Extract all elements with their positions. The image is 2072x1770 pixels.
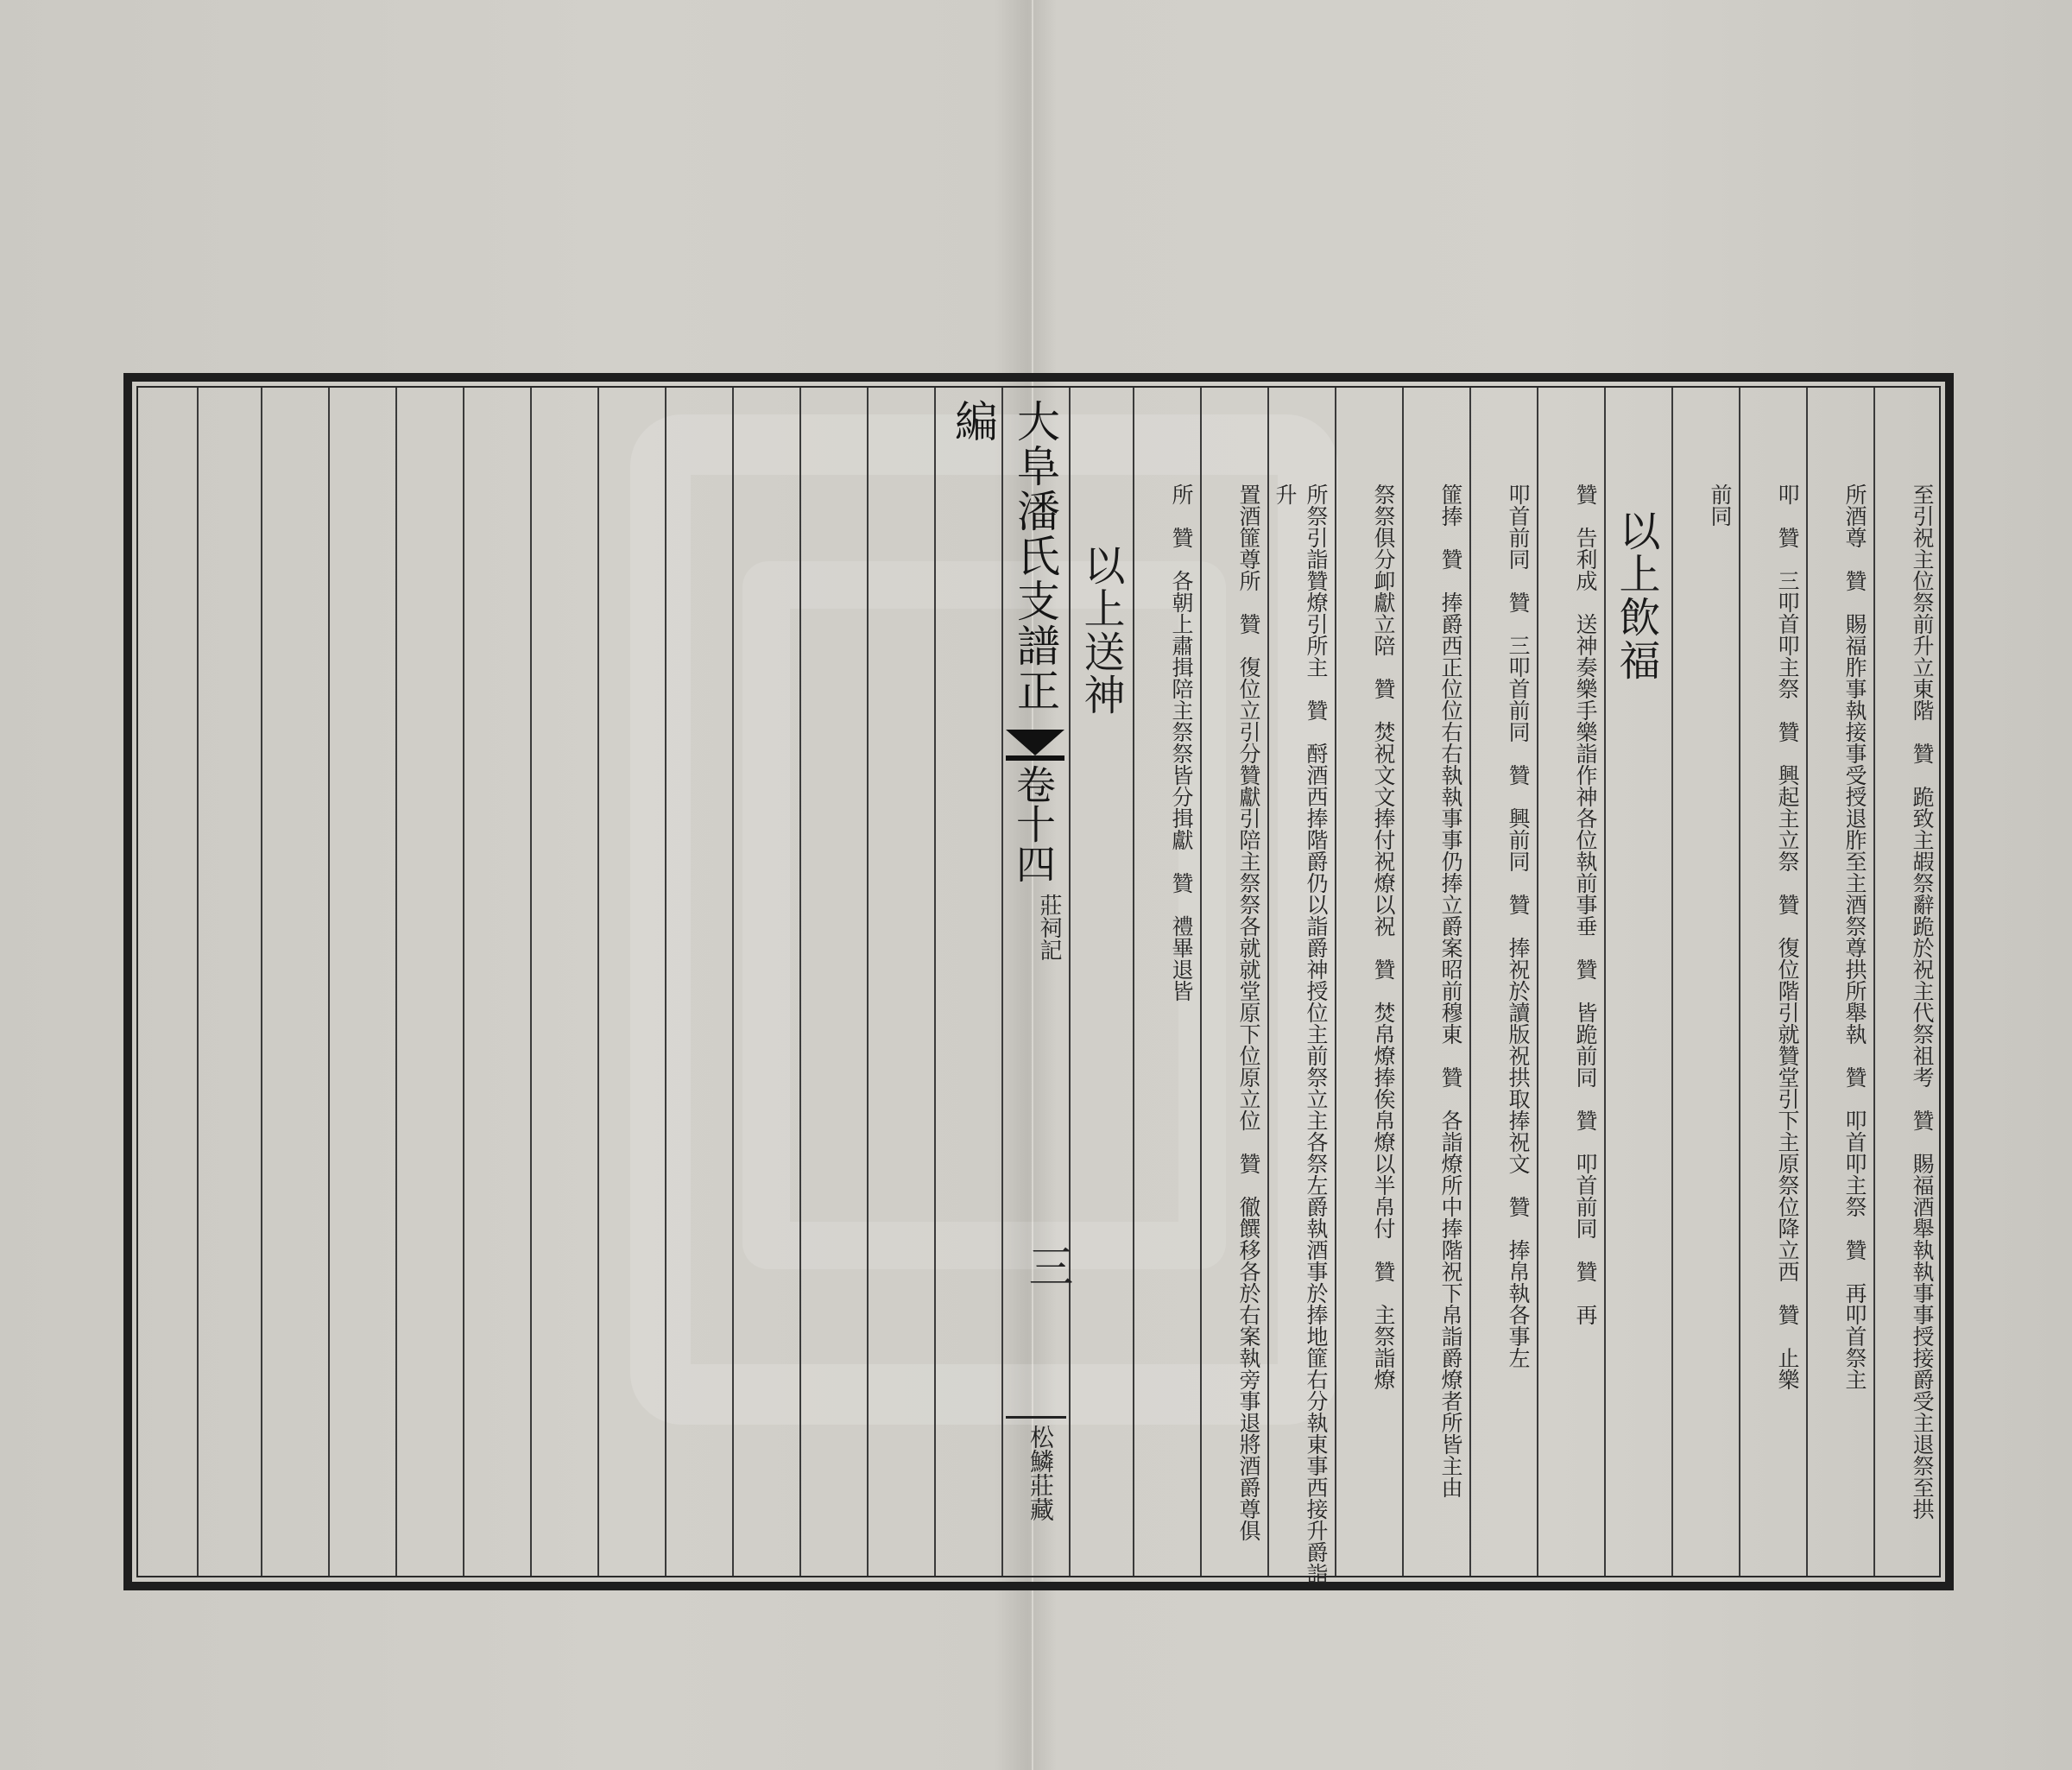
text-column: 所祭引詣贊燎引所主 贊 酹酒西捧階爵仍以詣爵神授位主前祭立主各祭左爵執酒事於捧地篚右分執東事西接升爵詣升	[1273, 484, 1329, 1584]
column-rule	[1335, 388, 1336, 1576]
column-rule	[530, 388, 532, 1576]
column-rule	[665, 388, 666, 1576]
column-rule	[1671, 388, 1673, 1576]
volume-label: 卷十四	[1010, 764, 1057, 883]
text-column: 置酒篚尊所 贊 復位立引分贊獻引陪主祭祭各就就堂原下位原立位 贊 徹饌移各於右案執旁事退將酒爵尊俱	[1236, 484, 1261, 1541]
fishtail-mark	[1006, 730, 1064, 755]
column-rule	[1469, 388, 1471, 1576]
column-rule	[1806, 388, 1808, 1576]
column-rule	[197, 388, 199, 1576]
column-rule	[934, 388, 936, 1576]
text-column: 至引祝主位祭前升立東階 贊 跪致主嘏祭辭跪於祝主代祭祖考 贊 賜福酒舉執執事事授接爵受主退祭至拱	[1910, 484, 1935, 1520]
column-rule	[463, 388, 464, 1576]
column-rule	[261, 388, 262, 1576]
column-rule	[799, 388, 801, 1576]
column-rule	[1739, 388, 1740, 1576]
text-column: 贊 告利成 送神奏樂手樂詣作神各位執前事垂 贊 皆跪前同 贊 叩首前同 贊 再	[1573, 484, 1598, 1325]
section-heading: 以上送神	[1077, 544, 1125, 717]
column-rule	[1001, 388, 1003, 1576]
section-label: 莊祠記	[1036, 894, 1062, 961]
text-column: 前同	[1708, 484, 1733, 527]
column-rule	[1537, 388, 1538, 1576]
column-rule	[395, 388, 397, 1576]
column-rule	[1133, 388, 1134, 1576]
text-column: 叩首前同 贊 三叩首前同 贊 興前同 贊 捧祝於讀版祝拱取捧祝文 贊 捧帛執各事左	[1506, 484, 1531, 1369]
fishtail-mark-bar	[1006, 755, 1064, 761]
text-column: 篚捧 贊 捧爵西正位位右右執執事事仍捧立爵案昭前穆東 贊 各詣燎所中捧階祝下帛詣爵燎者所皆主由	[1438, 484, 1463, 1498]
column-rule	[732, 388, 734, 1576]
column-rule	[1267, 388, 1269, 1576]
column-rule	[597, 388, 599, 1576]
column-rule	[1200, 388, 1202, 1576]
section-heading: 以上飲福	[1612, 509, 1660, 682]
text-column: 所酒尊 贊 賜福胙事執接事受授退胙至主酒祭尊拱所舉執 贊 叩首叩主祭 贊 再叩首祭主	[1842, 484, 1867, 1390]
text-column: 叩 贊 三叩首叩主祭 贊 興起主立祭 贊 復位階引就贊堂引下主原祭位降立西 贊 止樂	[1775, 484, 1800, 1390]
column-rule	[1873, 388, 1875, 1576]
column-rule	[1402, 388, 1404, 1576]
page-number: 三	[1020, 1243, 1072, 1288]
column-rule	[867, 388, 869, 1576]
hall-divider	[1006, 1416, 1066, 1419]
column-rule	[328, 388, 330, 1576]
book-title: 大阜潘氏支譜正編	[948, 399, 1060, 713]
text-column: 所 贊 各朝上肅揖陪主祭祭皆分揖獻 贊 禮畢退皆	[1169, 484, 1194, 1002]
text-column: 祭祭俱分卹獻立陪 贊 焚祝文文捧付祝燎以祝 贊 焚帛燎捧俟帛燎以半帛付 贊 主祭詣燎	[1371, 484, 1396, 1390]
hall-name: 松鱗莊藏	[1027, 1425, 1055, 1521]
